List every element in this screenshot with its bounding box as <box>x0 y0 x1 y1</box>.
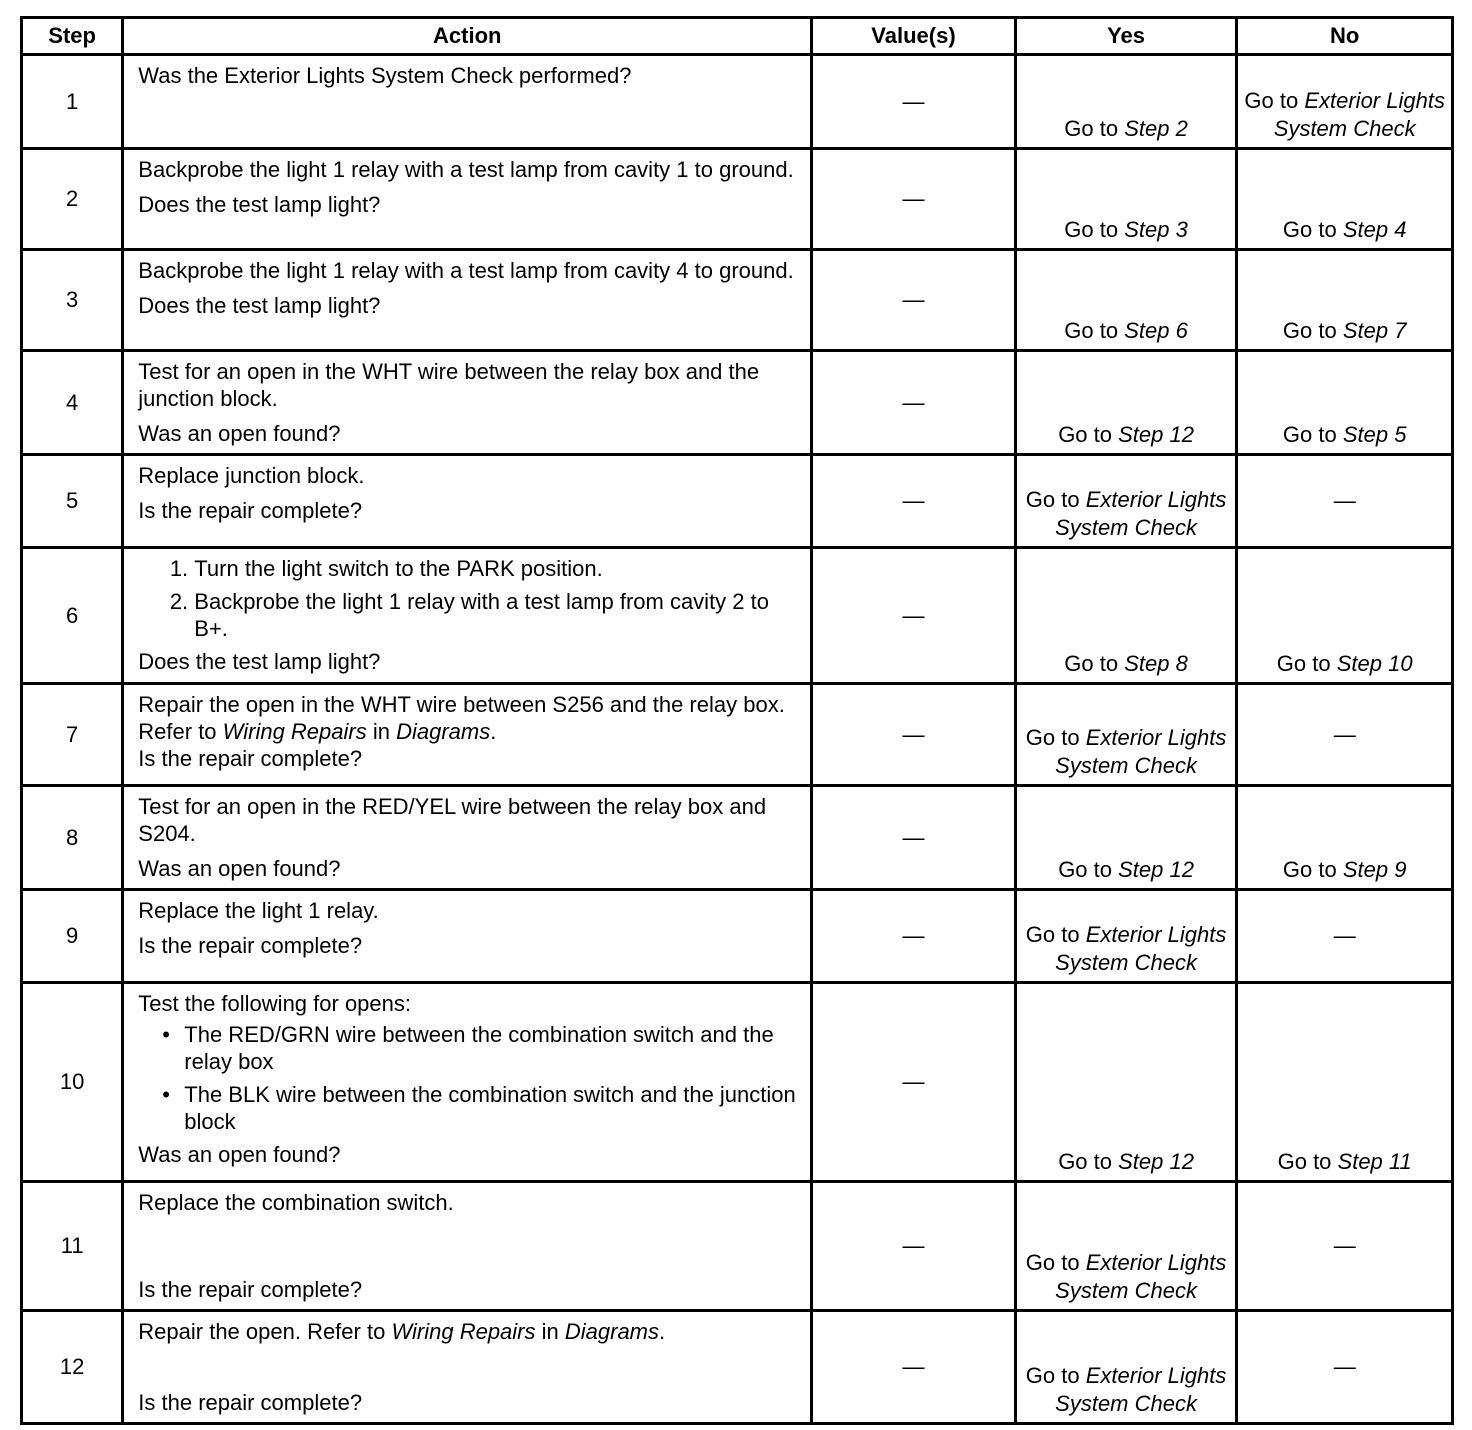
no-cell <box>1237 983 1453 1182</box>
action-question: Was an open found? <box>138 1142 341 1167</box>
action-question: Does the test lamp light? <box>138 649 381 674</box>
diagrams-ref[interactable]: Diagrams <box>564 1319 660 1344</box>
yes-cell <box>1015 983 1237 1182</box>
yes-prefix: Go to <box>1025 725 1086 750</box>
no-link[interactable]: Step 10 <box>1336 651 1413 676</box>
action-question: Is the repair complete? <box>138 933 363 958</box>
action-text-part: . <box>659 1319 666 1344</box>
no-link[interactable]: Step 5 <box>1342 422 1407 447</box>
no-cell <box>1237 351 1453 455</box>
no-cell <box>1237 149 1453 250</box>
yes-prefix: Go to <box>1025 1363 1086 1388</box>
action-text-part: . <box>490 719 497 744</box>
action-cell <box>123 983 812 1182</box>
step-number: 2 <box>22 149 123 250</box>
step-number: 10 <box>22 983 123 1182</box>
no-cell: — <box>1237 455 1453 548</box>
action-question: Is the repair complete? <box>138 498 363 523</box>
header-yes: Yes <box>1015 18 1237 55</box>
yes-link[interactable]: Step 12 <box>1118 1149 1194 1174</box>
yes-link[interactable]: Step 8 <box>1124 651 1188 676</box>
step-number: 8 <box>22 786 123 890</box>
wiring-repairs-ref[interactable]: Wiring Repairs <box>222 719 367 744</box>
yes-prefix: Go to <box>1064 217 1125 242</box>
value-cell: — <box>812 1182 1016 1311</box>
table-row <box>22 786 1453 890</box>
value-cell: — <box>812 250 1016 351</box>
table-row <box>22 55 1453 149</box>
action-question: Is the repair complete? <box>138 1390 363 1415</box>
table-row <box>22 1182 1453 1311</box>
action-text: Was the Exterior Lights System Check performed? <box>138 63 632 88</box>
yes-link[interactable]: Exterior Lights System Check <box>1055 487 1227 540</box>
action-cell <box>123 149 812 250</box>
yes-cell <box>1015 351 1237 455</box>
yes-cell <box>1015 890 1237 983</box>
step-number: 3 <box>22 250 123 351</box>
yes-prefix: Go to <box>1064 651 1125 676</box>
action-text-part: Repair the open. Refer to <box>138 1319 392 1344</box>
value-cell: — <box>812 149 1016 250</box>
table-row <box>22 455 1453 548</box>
yes-cell <box>1015 684 1237 786</box>
action-cell <box>123 548 812 684</box>
yes-prefix: Go to <box>1064 318 1125 343</box>
list-item: 2. Backprobe the light 1 relay with a test lamp from cavity 2 to B+. <box>194 588 798 642</box>
yes-prefix: Go to <box>1025 922 1086 947</box>
no-cell: — <box>1237 1182 1453 1311</box>
yes-link[interactable]: Exterior Lights System Check <box>1055 1363 1227 1416</box>
action-cell <box>123 250 812 351</box>
header-values: Value(s) <box>812 18 1016 55</box>
step-number: 9 <box>22 890 123 983</box>
value-cell: — <box>812 890 1016 983</box>
step-number: 1 <box>22 55 123 149</box>
action-cell <box>123 1182 812 1311</box>
action-cell <box>123 455 812 548</box>
action-text: Backprobe the light 1 relay with a test lamp from cavity 1 to ground. <box>138 157 794 182</box>
action-question: Was an open found? <box>138 421 341 446</box>
value-cell: — <box>812 1311 1016 1424</box>
no-link[interactable]: Step 9 <box>1342 857 1407 882</box>
action-text: Replace the combination switch. <box>138 1190 454 1215</box>
value-cell: — <box>812 548 1016 684</box>
value-cell: — <box>812 983 1016 1182</box>
table-row <box>22 250 1453 351</box>
list-item: • The BLK wire between the combination switch and the junction block <box>184 1081 798 1135</box>
action-cell <box>123 890 812 983</box>
value-cell: — <box>812 684 1016 786</box>
yes-cell <box>1015 1311 1237 1424</box>
action-question: Does the test lamp light? <box>138 293 381 318</box>
table-row <box>22 983 1453 1182</box>
table-row <box>22 149 1453 250</box>
yes-cell <box>1015 455 1237 548</box>
diagnostic-table <box>20 16 1454 1425</box>
no-link[interactable]: Exterior Lights System Check <box>1273 88 1445 141</box>
no-prefix: Go to <box>1282 217 1343 242</box>
no-cell: — <box>1237 684 1453 786</box>
action-question: Was an open found? <box>138 856 341 881</box>
yes-link[interactable]: Step 2 <box>1124 116 1188 141</box>
action-text-part: Repair the open in the WHT wire between S256 and the relay box. Refer to <box>138 692 785 744</box>
step-number: 5 <box>22 455 123 548</box>
action-cell <box>123 684 812 786</box>
yes-cell <box>1015 250 1237 351</box>
yes-prefix: Go to <box>1058 857 1119 882</box>
step-number: 7 <box>22 684 123 786</box>
diagrams-ref[interactable]: Diagrams <box>396 719 491 744</box>
yes-prefix: Go to <box>1025 487 1086 512</box>
action-text: Backprobe the light 1 relay with a test lamp from cavity 4 to ground. <box>138 258 794 283</box>
yes-prefix: Go to <box>1058 1149 1119 1174</box>
table-row <box>22 548 1453 684</box>
action-text: Replace the light 1 relay. <box>138 898 379 923</box>
action-text-part: in <box>366 719 397 744</box>
yes-link[interactable]: Step 12 <box>1118 422 1194 447</box>
value-cell: — <box>812 351 1016 455</box>
yes-cell <box>1015 55 1237 149</box>
action-question: Does the test lamp light? <box>138 192 381 217</box>
no-cell <box>1237 250 1453 351</box>
table-row <box>22 1311 1453 1424</box>
yes-link[interactable]: Step 3 <box>1124 217 1188 242</box>
table-row <box>22 684 1453 786</box>
table-header-row <box>22 18 1453 55</box>
diagnostic-table-container <box>20 16 1454 1425</box>
action-text: Replace junction block. <box>138 463 365 488</box>
no-link[interactable]: Step 11 <box>1337 1149 1412 1174</box>
header-action: Action <box>123 18 812 55</box>
yes-cell <box>1015 149 1237 250</box>
step-number: 6 <box>22 548 123 684</box>
header-step: Step <box>22 18 123 55</box>
no-prefix: Go to <box>1282 318 1343 343</box>
list-item: 1. Turn the light switch to the PARK position. <box>194 555 798 582</box>
no-cell <box>1237 55 1453 149</box>
action-cell <box>123 351 812 455</box>
no-prefix: Go to <box>1282 857 1343 882</box>
action-text: Test the following for opens: <box>138 991 411 1016</box>
yes-cell <box>1015 1182 1237 1311</box>
yes-prefix: Go to <box>1058 422 1119 447</box>
step-number: 11 <box>22 1182 123 1311</box>
action-text: Test for an open in the WHT wire between the relay box and the junction block. <box>138 359 760 411</box>
value-cell: — <box>812 786 1016 890</box>
value-cell: — <box>812 455 1016 548</box>
yes-link[interactable]: Exterior Lights System Check <box>1055 725 1227 778</box>
no-cell <box>1237 786 1453 890</box>
list-item: • The RED/GRN wire between the combination switch and the relay box <box>184 1021 798 1075</box>
yes-link[interactable]: Step 12 <box>1118 857 1194 882</box>
action-bullet-list <box>138 1021 798 1135</box>
action-text <box>138 1318 798 1345</box>
no-prefix: Go to <box>1276 651 1337 676</box>
header-no: No <box>1237 18 1453 55</box>
value-cell: — <box>812 55 1016 149</box>
no-link[interactable]: Step 4 <box>1342 217 1407 242</box>
step-number: 4 <box>22 351 123 455</box>
action-text <box>138 691 798 745</box>
table-row <box>22 890 1453 983</box>
action-question: Is the repair complete? <box>138 746 363 771</box>
no-cell: — <box>1237 890 1453 983</box>
yes-prefix: Go to <box>1025 1250 1086 1275</box>
action-cell <box>123 1311 812 1424</box>
no-prefix: Go to <box>1277 1149 1338 1174</box>
no-link[interactable]: Step 7 <box>1342 318 1407 343</box>
yes-cell <box>1015 786 1237 890</box>
step-number: 12 <box>22 1311 123 1424</box>
yes-link[interactable]: Exterior Lights System Check <box>1055 1250 1227 1303</box>
no-cell: — <box>1237 1311 1453 1424</box>
wiring-repairs-ref[interactable]: Wiring Repairs <box>391 1319 536 1344</box>
action-steps-list <box>138 555 798 642</box>
yes-link[interactable]: Step 6 <box>1124 318 1188 343</box>
action-text: Test for an open in the RED/YEL wire between the relay box and S204. <box>138 794 767 846</box>
action-cell <box>123 55 812 149</box>
action-question: Is the repair complete? <box>138 1277 363 1302</box>
no-prefix: Go to <box>1244 88 1305 113</box>
yes-link[interactable]: Exterior Lights System Check <box>1055 922 1227 975</box>
table-row <box>22 351 1453 455</box>
yes-cell <box>1015 548 1237 684</box>
action-cell <box>123 786 812 890</box>
no-cell <box>1237 548 1453 684</box>
action-text-part: in <box>535 1319 565 1344</box>
yes-prefix: Go to <box>1064 116 1125 141</box>
no-prefix: Go to <box>1282 422 1343 447</box>
